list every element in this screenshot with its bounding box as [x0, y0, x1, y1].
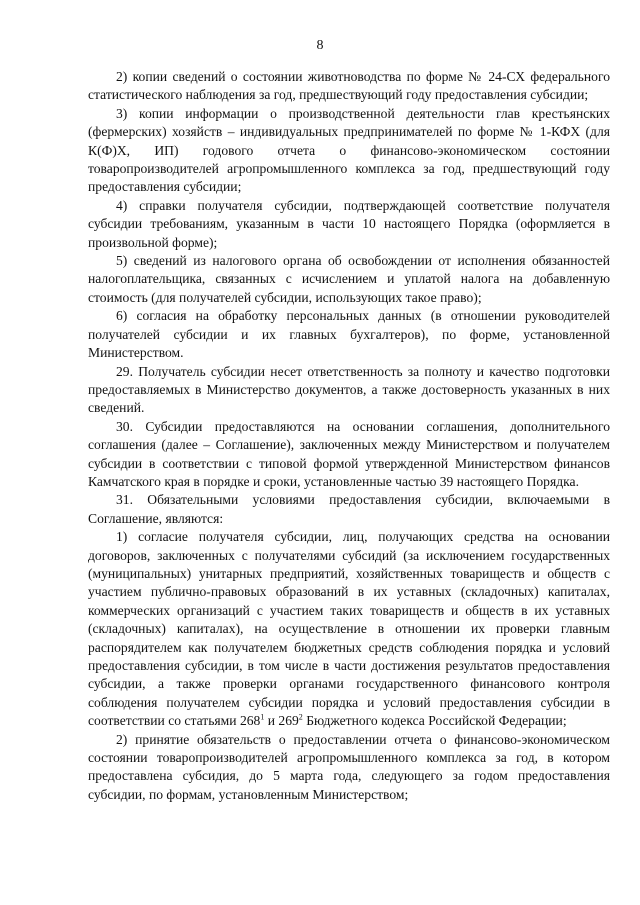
article-ref-sup: 2: [298, 712, 303, 722]
paragraph-with-refs: [88, 528, 610, 730]
article-ref-tail: Бюджетного кодекса Российской Федерации;: [302, 713, 567, 729]
paragraph: 3) копии информации о производственной деятельности глав крестьянских (фермерских) хозяйств – индивидуальных предпринимателей по форме № 1-КФХ (для К(Ф)Х, ИП) годового отчета о финансово-экономическом состоянии товаропроизводителей агропромышленного комплекса за год, предшествующий году предоставления субсидии;: [88, 105, 610, 195]
article-ref-joiner: и: [264, 713, 279, 729]
paragraph: 2) принятие обязательств о предоставлении отчета о финансово-экономическом состоянии товаропроизводителей агропромышленного комплекса за год, в котором предоставлена субсидия, до 5 марта года, следующего за годом предоставления субсидии, по формам, установленным Министерством;: [88, 731, 610, 802]
article-ref-sup: 1: [260, 712, 265, 722]
paragraph-text: 1) согласие получателя субсидии, лиц, получающих средства на основании договоров, заключенных с получателями субсидий (за исключением государственных (муниципальных) унитарных предприятий, хозяйственных товариществ и обществ с участием публично-правовых образований в их уставных (складочных) капиталах, коммерческих организаций с участием таких товариществ и обществ в их уставных (складочных) капиталах), на осуществление в отношении их проверки главным распорядителем как получателем бюджетных средств соблюдения порядка и условий предоставления субсидии, в том числе в части достижения результатов предоставления субсидии, а также проверки органами государственного финансового контроля соблюдения получателем субсидии порядка и условий предоставления субсидии в соответствии со статьями: [88, 529, 610, 729]
paragraph: 31. Обязательными условиями предоставления субсидии, включаемыми в Соглашение, являются:: [88, 492, 610, 526]
article-ref: 268: [239, 713, 261, 729]
paragraph: 6) согласия на обработку персональных данных (в отношении руководителей получателей субсидии и их главных бухгалтеров), по форме, установленной Министерством.: [88, 308, 610, 361]
paragraph: 2) копии сведений о состоянии животноводства по форме № 24-СХ федерального статистического наблюдения за год, предшествующий году предоставления субсидии;: [88, 69, 610, 103]
document-body: [88, 68, 610, 804]
paragraph: 5) сведений из налогового органа об освобождении от исполнения обязанностей налогоплательщика, связанных с исчислением и уплатой налога на добавленную стоимость (для получателей субсидии, использующих такое право);: [88, 253, 610, 305]
paragraph: 29. Получатель субсидии несет ответственность за полноту и качество подготовки предоставляемых в Министерство документов, а также достоверность указанных в них сведений.: [88, 363, 610, 416]
page-number: 8: [316, 38, 324, 53]
paragraph: 4) справки получателя субсидии, подтверждающей соответствие получателя субсидии требованиям, указанным в части 10 настоящего Порядка (оформляется в произвольной форме);: [88, 197, 610, 250]
paragraph: 30. Субсидии предоставляются на основании соглашения, дополнительного соглашения (далее – Соглашение), заключенных между Министерством и получателем субсидии в соответствии с типовой формой утвержденной Министерством финансов Камчатского края в порядке и сроки, установленные частью 39 настоящего Порядка.: [88, 418, 610, 489]
article-ref: 269: [278, 713, 299, 729]
